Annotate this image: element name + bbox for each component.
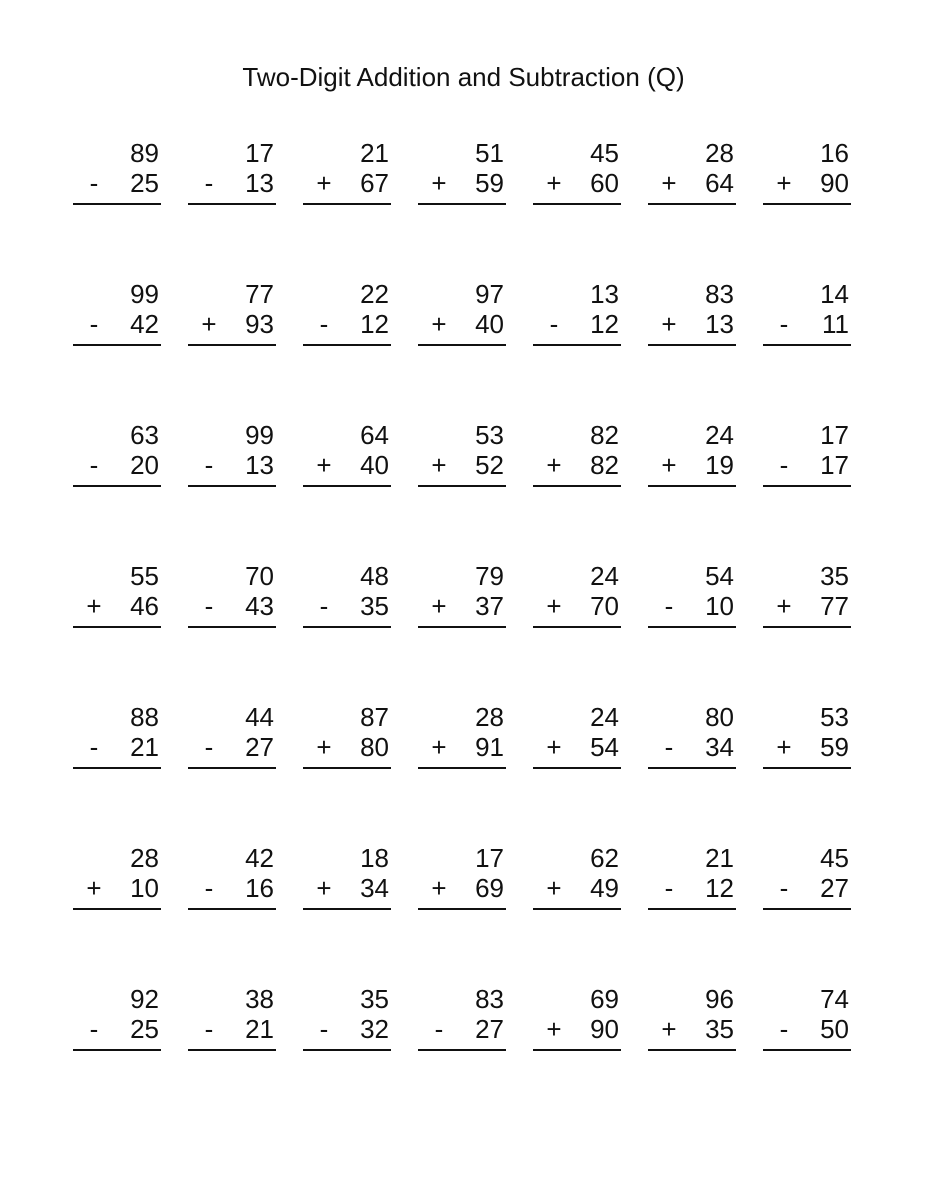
bottom-row [533,732,621,762]
plus-operator: + [661,168,677,198]
answer-line [73,1049,161,1051]
bottom-row [303,450,391,480]
bottom-row [533,450,621,480]
top-operand: 89 [130,138,159,168]
answer-line [763,908,851,910]
bottom-row [188,450,276,480]
bottom-row [763,591,851,621]
plus-operator: + [546,591,562,621]
top-operand: 97 [475,279,504,309]
top-operand: 51 [475,138,504,168]
answer-line [188,203,276,205]
problem [418,279,506,346]
minus-operator: - [204,168,214,198]
plus-operator: + [431,309,447,339]
problem [188,702,276,769]
answer-line [648,485,736,487]
problem [763,561,851,628]
answer-line [188,626,276,628]
problem [418,702,506,769]
top-operand: 24 [590,561,619,591]
answer-line [763,626,851,628]
plus-operator: + [546,1014,562,1044]
bottom-operand: 90 [820,168,849,198]
bottom-row [418,450,506,480]
plus-operator: + [316,168,332,198]
minus-operator: - [204,450,214,480]
minus-operator: - [549,309,559,339]
bottom-row [73,450,161,480]
top-operand: 82 [590,420,619,450]
problem [73,279,161,346]
top-operand: 17 [475,843,504,873]
bottom-operand: 91 [475,732,504,762]
bottom-row [533,1014,621,1044]
minus-operator: - [779,1014,789,1044]
bottom-row [418,1014,506,1044]
answer-line [533,767,621,769]
answer-line [533,1049,621,1051]
answer-line [648,767,736,769]
problem [648,984,736,1051]
bottom-operand: 90 [590,1014,619,1044]
bottom-row [303,873,391,903]
answer-line [763,485,851,487]
plus-operator: + [776,591,792,621]
top-operand: 14 [820,279,849,309]
problem [763,279,851,346]
top-operand: 35 [360,984,389,1014]
bottom-operand: 50 [820,1014,849,1044]
problem [73,702,161,769]
bottom-row [648,309,736,339]
top-operand: 18 [360,843,389,873]
answer-line [418,767,506,769]
answer-line [533,344,621,346]
bottom-row [418,873,506,903]
top-operand: 87 [360,702,389,732]
problem [303,702,391,769]
top-operand: 99 [130,279,159,309]
problem [648,561,736,628]
bottom-row [73,309,161,339]
plus-operator: + [86,591,102,621]
bottom-row [533,168,621,198]
plus-operator: + [546,450,562,480]
minus-operator: - [204,732,214,762]
bottom-operand: 21 [245,1014,274,1044]
problem [533,843,621,910]
answer-line [418,485,506,487]
plus-operator: + [86,873,102,903]
problem [533,984,621,1051]
bottom-row [73,591,161,621]
top-operand: 44 [245,702,274,732]
answer-line [648,203,736,205]
problem [303,138,391,205]
bottom-operand: 19 [705,450,734,480]
problem [533,138,621,205]
top-operand: 45 [590,138,619,168]
bottom-operand: 93 [245,309,274,339]
bottom-row [418,309,506,339]
bottom-row [303,732,391,762]
minus-operator: - [204,591,214,621]
problem [188,984,276,1051]
minus-operator: - [434,1014,444,1044]
top-operand: 21 [360,138,389,168]
top-operand: 62 [590,843,619,873]
plus-operator: + [431,168,447,198]
answer-line [303,1049,391,1051]
answer-line [188,908,276,910]
top-operand: 48 [360,561,389,591]
bottom-operand: 35 [705,1014,734,1044]
bottom-operand: 40 [360,450,389,480]
minus-operator: - [204,873,214,903]
bottom-row [188,591,276,621]
problem [648,138,736,205]
answer-line [418,344,506,346]
bottom-row [763,450,851,480]
answer-line [418,626,506,628]
bottom-operand: 27 [475,1014,504,1044]
problem [648,843,736,910]
bottom-row [188,732,276,762]
bottom-operand: 77 [820,591,849,621]
problem [533,279,621,346]
answer-line [188,1049,276,1051]
answer-line [73,767,161,769]
bottom-row [73,873,161,903]
top-operand: 74 [820,984,849,1014]
bottom-row [188,873,276,903]
top-operand: 21 [705,843,734,873]
top-operand: 53 [475,420,504,450]
answer-line [303,485,391,487]
bottom-operand: 12 [705,873,734,903]
minus-operator: - [664,732,674,762]
minus-operator: - [89,168,99,198]
problem [763,702,851,769]
minus-operator: - [204,1014,214,1044]
top-operand: 13 [590,279,619,309]
bottom-operand: 82 [590,450,619,480]
bottom-row [533,309,621,339]
answer-line [763,1049,851,1051]
minus-operator: - [89,1014,99,1044]
bottom-operand: 67 [360,168,389,198]
bottom-row [648,168,736,198]
answer-line [73,203,161,205]
bottom-operand: 20 [130,450,159,480]
answer-line [763,203,851,205]
top-operand: 96 [705,984,734,1014]
bottom-row [763,309,851,339]
plus-operator: + [661,1014,677,1044]
top-operand: 17 [245,138,274,168]
answer-line [533,626,621,628]
plus-operator: + [546,873,562,903]
bottom-operand: 46 [130,591,159,621]
bottom-row [648,591,736,621]
bottom-row [73,732,161,762]
problem [533,702,621,769]
bottom-operand: 27 [245,732,274,762]
top-operand: 28 [130,843,159,873]
bottom-row [188,309,276,339]
plus-operator: + [431,591,447,621]
minus-operator: - [779,873,789,903]
top-operand: 92 [130,984,159,1014]
answer-line [763,344,851,346]
top-operand: 83 [475,984,504,1014]
bottom-row [648,450,736,480]
bottom-operand: 34 [360,873,389,903]
bottom-operand: 10 [130,873,159,903]
bottom-row [763,732,851,762]
bottom-row [418,732,506,762]
bottom-operand: 11 [822,309,849,339]
minus-operator: - [779,450,789,480]
problem [73,843,161,910]
problem [303,843,391,910]
minus-operator: - [319,591,329,621]
bottom-row [73,1014,161,1044]
plus-operator: + [546,168,562,198]
bottom-row [648,873,736,903]
top-operand: 38 [245,984,274,1014]
bottom-operand: 35 [360,591,389,621]
plus-operator: + [316,873,332,903]
problem [188,420,276,487]
answer-line [188,485,276,487]
minus-operator: - [664,591,674,621]
problem [648,702,736,769]
plus-operator: + [431,873,447,903]
answer-line [648,1049,736,1051]
problem [303,561,391,628]
answer-line [533,203,621,205]
top-operand: 83 [705,279,734,309]
bottom-operand: 60 [590,168,619,198]
problem [533,420,621,487]
plus-operator: + [776,168,792,198]
bottom-operand: 34 [705,732,734,762]
problem [418,138,506,205]
answer-line [418,908,506,910]
problem [73,420,161,487]
problem [303,984,391,1051]
bottom-row [648,732,736,762]
worksheet-title: Two-Digit Addition and Subtraction (Q) [242,62,685,92]
answer-line [303,908,391,910]
top-operand: 42 [245,843,274,873]
plus-operator: + [776,732,792,762]
bottom-operand: 25 [130,168,159,198]
answer-line [303,344,391,346]
bottom-operand: 13 [705,309,734,339]
answer-line [303,203,391,205]
bottom-operand: 52 [475,450,504,480]
top-operand: 69 [590,984,619,1014]
answer-line [303,626,391,628]
bottom-operand: 10 [705,591,734,621]
top-operand: 79 [475,561,504,591]
bottom-row [188,168,276,198]
top-operand: 80 [705,702,734,732]
bottom-operand: 59 [475,168,504,198]
minus-operator: - [779,309,789,339]
bottom-operand: 27 [820,873,849,903]
bottom-row [648,1014,736,1044]
problem [188,843,276,910]
bottom-row [533,873,621,903]
top-operand: 16 [820,138,849,168]
problem [418,420,506,487]
plus-operator: + [201,309,217,339]
problem [763,420,851,487]
minus-operator: - [319,309,329,339]
bottom-row [188,1014,276,1044]
answer-line [418,203,506,205]
bottom-row [418,168,506,198]
answer-line [418,1049,506,1051]
answer-line [188,344,276,346]
top-operand: 64 [360,420,389,450]
bottom-operand: 59 [820,732,849,762]
problem [418,561,506,628]
bottom-operand: 64 [705,168,734,198]
problem [648,420,736,487]
problem [73,561,161,628]
problems-grid [73,138,851,1051]
bottom-operand: 17 [820,450,849,480]
top-operand: 54 [705,561,734,591]
minus-operator: - [89,309,99,339]
bottom-operand: 21 [130,732,159,762]
problem [418,984,506,1051]
top-operand: 99 [245,420,274,450]
plus-operator: + [316,732,332,762]
bottom-operand: 25 [130,1014,159,1044]
top-operand: 88 [130,702,159,732]
problem [73,984,161,1051]
minus-operator: - [89,450,99,480]
answer-line [73,626,161,628]
bottom-operand: 16 [245,873,274,903]
problem [418,843,506,910]
top-operand: 77 [245,279,274,309]
bottom-operand: 43 [245,591,274,621]
answer-line [648,908,736,910]
bottom-row [303,591,391,621]
top-operand: 22 [360,279,389,309]
bottom-row [73,168,161,198]
top-operand: 28 [475,702,504,732]
top-operand: 70 [245,561,274,591]
plus-operator: + [661,309,677,339]
answer-line [303,767,391,769]
bottom-row [763,873,851,903]
top-operand: 35 [820,561,849,591]
answer-line [533,485,621,487]
problem [648,279,736,346]
answer-line [73,908,161,910]
plus-operator: + [431,732,447,762]
bottom-row [303,168,391,198]
problem [763,984,851,1051]
bottom-operand: 42 [130,309,159,339]
answer-line [533,908,621,910]
top-operand: 17 [820,420,849,450]
answer-line [73,344,161,346]
plus-operator: + [661,450,677,480]
bottom-operand: 13 [245,450,274,480]
problem [763,138,851,205]
bottom-operand: 37 [475,591,504,621]
problem [188,138,276,205]
bottom-row [763,1014,851,1044]
top-operand: 63 [130,420,159,450]
bottom-operand: 12 [360,309,389,339]
answer-line [648,344,736,346]
top-operand: 28 [705,138,734,168]
bottom-row [763,168,851,198]
top-operand: 55 [130,561,159,591]
bottom-operand: 70 [590,591,619,621]
answer-line [763,767,851,769]
plus-operator: + [546,732,562,762]
minus-operator: - [664,873,674,903]
problem [533,561,621,628]
bottom-operand: 69 [475,873,504,903]
top-operand: 24 [705,420,734,450]
bottom-operand: 49 [590,873,619,903]
top-operand: 53 [820,702,849,732]
problem [303,420,391,487]
bottom-operand: 13 [245,168,274,198]
answer-line [188,767,276,769]
minus-operator: - [319,1014,329,1044]
bottom-operand: 12 [590,309,619,339]
bottom-operand: 40 [475,309,504,339]
answer-line [648,626,736,628]
plus-operator: + [431,450,447,480]
top-operand: 24 [590,702,619,732]
problem [763,843,851,910]
top-operand: 45 [820,843,849,873]
plus-operator: + [316,450,332,480]
bottom-row [303,309,391,339]
bottom-operand: 80 [360,732,389,762]
bottom-row [418,591,506,621]
problem [303,279,391,346]
problem [188,561,276,628]
bottom-operand: 54 [590,732,619,762]
problem [188,279,276,346]
bottom-row [303,1014,391,1044]
problem [73,138,161,205]
answer-line [73,485,161,487]
bottom-row [533,591,621,621]
bottom-operand: 32 [360,1014,389,1044]
minus-operator: - [89,732,99,762]
